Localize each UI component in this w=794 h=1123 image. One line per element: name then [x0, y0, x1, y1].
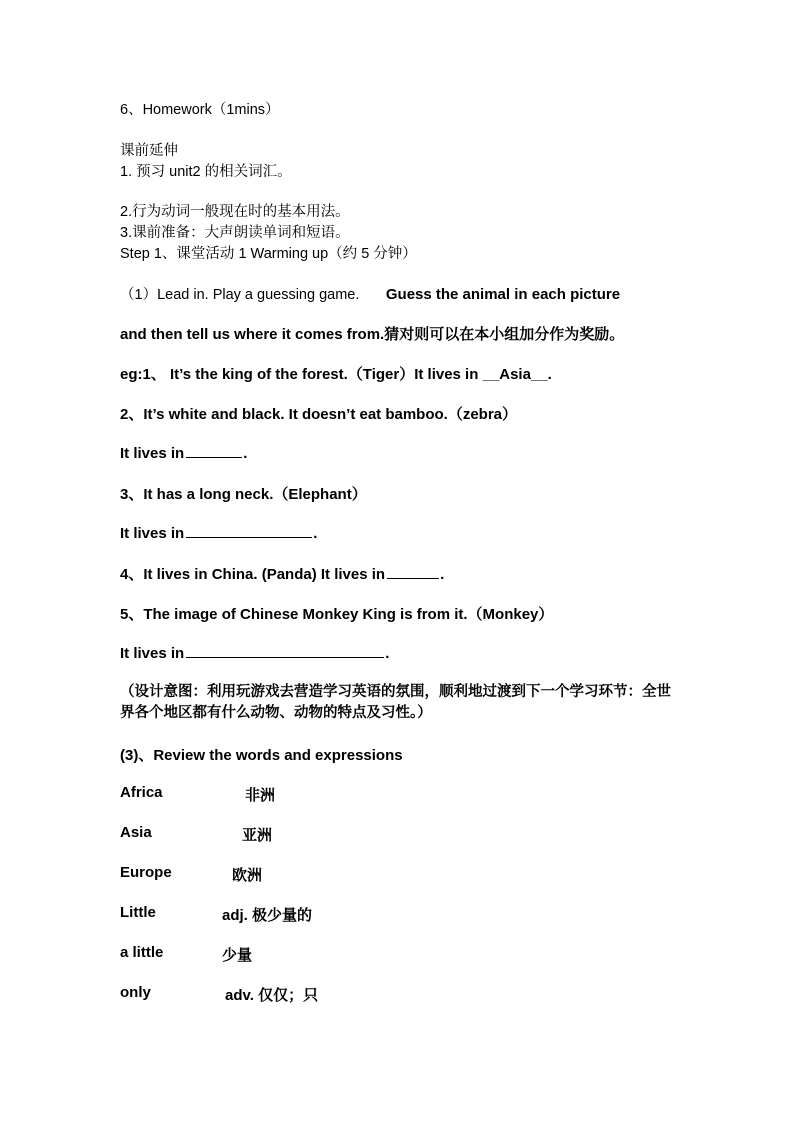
preview-item-2: 2.行为动词一般现在时的基本用法。 — [120, 204, 350, 220]
question-5: 5、The image of Chinese Monkey King is from it.（Monkey） — [120, 606, 554, 623]
example-1-prefix: eg:1、 It’s the king of the forest.（Tiger）It lives in — [120, 366, 483, 383]
vocab-meaning: adv. 仅仅；只 — [225, 987, 319, 1004]
question-4 — [120, 563, 444, 584]
preview-title: 课前延伸 — [120, 143, 178, 159]
lead-in-line — [120, 283, 620, 304]
step1-heading: Step 1、课堂活动 1 Warming up（约 5 分钟） — [120, 246, 417, 262]
answer-blank[interactable] — [186, 643, 384, 658]
vocab-term: Europe — [120, 864, 172, 881]
vocab-meaning: 非洲 — [245, 787, 276, 804]
question-3-answer-label: It lives in — [120, 525, 185, 542]
vocab-term: Little — [120, 904, 156, 921]
question-4-period: . — [440, 566, 445, 583]
question-4-prefix: 4、It lives in China. (Panda) It lives in — [120, 566, 386, 583]
design-note: （设计意图：利用玩游戏去营造学习英语的氛围，顺利地过渡到下一个学习环节：全世界各个地区都有什么动物、动物的特点及习性。） — [120, 684, 671, 721]
review-heading: (3)、Review the words and expressions — [120, 747, 403, 764]
question-3: 3、It has a long neck.（Elephant） — [120, 486, 367, 503]
lead-in-line-2: and then tell us where it comes from.猜对则可以在本小组加分作为奖励。 — [120, 326, 625, 343]
answer-blank[interactable] — [186, 523, 312, 538]
question-5-answer — [120, 643, 389, 662]
example-1-suffix: . — [547, 366, 552, 383]
lead-in-bold: Guess the animal in each picture — [385, 286, 621, 303]
answer-blank[interactable] — [186, 443, 242, 458]
question-2: 2、It’s white and black. It doesn’t eat bamboo.（zebra） — [120, 406, 518, 423]
question-3-period: . — [313, 525, 318, 542]
vocab-term: Africa — [120, 784, 163, 801]
question-5-answer-label: It lives in — [120, 645, 185, 662]
answer-blank[interactable] — [387, 564, 439, 579]
vocab-meaning: 少量 — [222, 947, 253, 964]
lead-in-plain: （1）Lead in. Play a guessing game. — [120, 287, 360, 303]
vocab-meaning: 亚洲 — [242, 827, 273, 844]
vocab-term: a little — [120, 944, 164, 961]
question-5-period: . — [385, 645, 390, 662]
preview-item-3: 3.课前准备：大声朗读单词和短语。 — [120, 225, 350, 241]
question-2-answer — [120, 443, 247, 462]
question-2-period: . — [243, 445, 248, 462]
example-1 — [120, 363, 552, 384]
homework-heading: 6、Homework（1mins） — [120, 102, 280, 118]
vocab-meaning: 欧洲 — [232, 867, 263, 884]
question-3-answer — [120, 523, 317, 542]
vocab-term: Asia — [120, 824, 152, 841]
vocab-meaning: adj. 极少量的 — [222, 907, 313, 924]
question-2-answer-label: It lives in — [120, 445, 185, 462]
vocab-term: only — [120, 984, 151, 1001]
preview-item-1: 1. 预习 unit2 的相关词汇。 — [120, 164, 292, 180]
example-1-answer: __Asia__ — [482, 366, 548, 383]
